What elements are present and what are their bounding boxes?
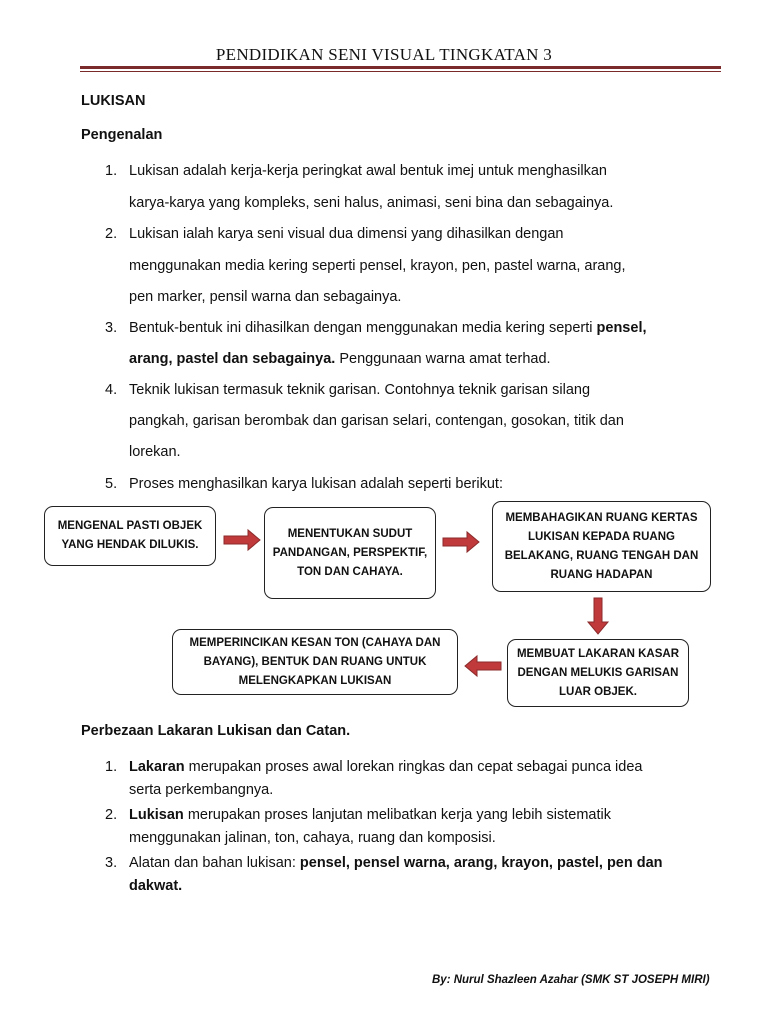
section-subtitle: Pengenalan (81, 127, 163, 143)
header-rule-thick (80, 66, 721, 69)
list-number: 2. (105, 807, 118, 823)
arrow-right-icon (222, 528, 262, 552)
arrow-down-icon (586, 596, 610, 636)
author-credit: By: Nurul Shazleen Azahar (SMK ST JOSEPH MIRI) (432, 974, 710, 986)
list-item-line: menggunakan media kering seperti pensel, krayon, pen, pastel warna, arang, (129, 258, 626, 274)
section-title: LUKISAN (81, 93, 146, 109)
list-item-line: Lukisan adalah kerja-kerja peringkat awal bentuk imej untuk menghasilkan (129, 163, 607, 179)
list-item-line: Proses menghasilkan karya lukisan adalah seperti berikut: (129, 476, 503, 492)
list-item-line: pen marker, pensil warna dan sebagainya. (129, 289, 402, 305)
section2-title: Perbezaan Lakaran Lukisan dan Catan. (81, 723, 351, 739)
list-item-line: Teknik lukisan termasuk teknik garisan. Contohnya teknik garisan silang (129, 382, 591, 398)
list-item-line: Lukisan merupakan proses lanjutan melibatkan kerja yang lebih sistematik (129, 807, 611, 823)
list-item-line: Lakaran merupakan proses awal lorekan ringkas dan cepat sebagai punca idea (129, 759, 643, 775)
list-number: 4. (105, 382, 118, 398)
list-item-line: Alatan dan bahan lukisan: pensel, pensel warna, arang, krayon, pastel, pen dan (129, 855, 663, 871)
flow-step-3: MEMBAHAGIKAN RUANG KERTAS LUKISAN KEPADA RUANG BELAKANG, RUANG TENGAH DAN RUANG HADAPAN (492, 501, 711, 592)
arrow-right-icon (441, 530, 481, 554)
list-item-line: serta perkembangnya. (129, 782, 274, 798)
list-number: 1. (105, 163, 118, 179)
list-number: 3. (105, 855, 118, 871)
list-number: 3. (105, 320, 118, 336)
flow-step-4: MEMBUAT LAKARAN KASAR DENGAN MELUKIS GARISAN LUAR OBJEK. (507, 639, 689, 707)
list-number: 2. (105, 226, 118, 242)
list-item-line: Lukisan ialah karya seni visual dua dimensi yang dihasilkan dengan (129, 226, 564, 242)
list-item-line: karya-karya yang kompleks, seni halus, animasi, seni bina dan sebagainya. (129, 195, 614, 211)
list-number: 5. (105, 476, 118, 492)
flow-step-5: MEMPERINCIKAN KESAN TON (CAHAYA DAN BAYANG), BENTUK DAN RUANG UNTUK MELENGKAPKAN LUKISAN (172, 629, 458, 695)
header-rule-thin (80, 71, 721, 72)
list-item-line: dakwat. (129, 878, 183, 894)
list-item-line: menggunakan jalinan, ton, cahaya, ruang dan komposisi. (129, 830, 496, 846)
arrow-left-icon (463, 654, 503, 678)
list-item-line: Bentuk-bentuk ini dihasilkan dengan menggunakan media kering seperti pensel, (129, 320, 647, 336)
list-item-line: lorekan. (129, 444, 181, 460)
list-item-line: pangkah, garisan berombak dan garisan selari, contengan, gosokan, titik dan (129, 413, 624, 429)
flow-step-1: MENGENAL PASTI OBJEK YANG HENDAK DILUKIS. (44, 506, 216, 566)
list-item-line: arang, pastel dan sebagainya. Penggunaan warna amat terhad. (129, 351, 551, 367)
flow-step-2: MENENTUKAN SUDUT PANDANGAN, PERSPEKTIF, TON DAN CAHAYA. (264, 507, 436, 599)
list-number: 1. (105, 759, 118, 775)
page-title: PENDIDIKAN SENI VISUAL TINGKATAN 3 (215, 45, 553, 64)
